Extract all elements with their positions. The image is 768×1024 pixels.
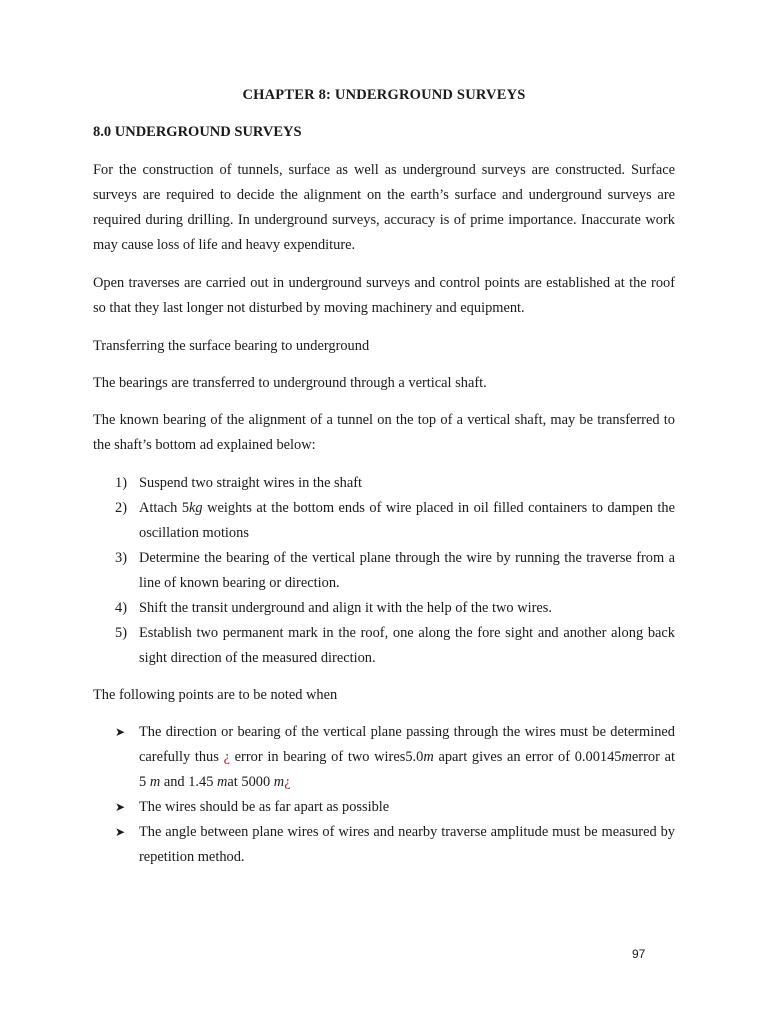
point-text: The angle between plane wires of wires and nearby traverse amplitude must be measured by repetition method. xyxy=(139,824,675,865)
arrowhead-bullet-icon: ➤ xyxy=(115,725,126,739)
math-unit: m xyxy=(149,774,161,790)
point-text: error at xyxy=(631,749,675,765)
list-item-text: Establish two permanent mark in the roof, one along the fore sight and another along back sight direction of the measured direction. xyxy=(139,625,675,666)
math-value: 1.45 xyxy=(188,774,214,790)
list-item xyxy=(93,820,675,870)
paragraph-vertical-shaft: The bearings are transferred to underground through a vertical shaft. xyxy=(93,375,487,391)
paragraph-open-traverses: Open traverses are carried out in underground surveys and control points are established at the roof so that they last longer not disturbed by moving machinery and equipment. xyxy=(93,275,675,316)
math-unit: m xyxy=(217,774,228,790)
point-text: The direction or bearing of the vertical plane passing through the wires must be determined carefully thus xyxy=(139,724,675,765)
point-text: error in bearing of two wires xyxy=(229,749,406,765)
page-number: 97 xyxy=(632,947,646,961)
list-item xyxy=(93,621,675,671)
list-item xyxy=(93,795,675,820)
math-value: 5 xyxy=(139,774,147,790)
math-unit: m xyxy=(621,749,632,765)
math-unit: m xyxy=(273,774,285,790)
paragraph-intro: For the construction of tunnels, surface as well as underground surveys are constructed. Surface surveys are required to decide the alignment on the earth’s surface and underground surveys are required during drilling. In underground surveys, accuracy is of prime importance. Inaccurate work may cause loss of life and heavy expenditure. xyxy=(93,162,675,253)
arrowhead-bullet-icon: ➤ xyxy=(115,800,126,814)
list-item xyxy=(93,496,675,546)
math-unit: kg xyxy=(189,500,203,516)
point-text: at xyxy=(227,774,242,790)
paragraph-known-bearing: The known bearing of the alignment of a tunnel on the top of a vertical shaft, may be transferred to the shaft’s bottom ad explained below: xyxy=(93,412,675,453)
list-number: 4) xyxy=(115,600,127,616)
math-value: 0.00145 xyxy=(574,749,622,765)
list-number: 5) xyxy=(115,625,127,641)
list-number: 3) xyxy=(115,550,127,566)
point-text: and xyxy=(160,774,189,790)
arrowhead-bullet-icon: ➤ xyxy=(115,825,126,839)
list-number: 1) xyxy=(115,475,127,491)
chapter-title: CHAPTER 8: UNDERGROUND SURVEYS xyxy=(242,87,526,103)
list-number: 2) xyxy=(115,500,127,516)
paragraph-points-intro: The following points are to be noted when xyxy=(93,687,338,703)
list-item-text: Shift the transit underground and align it with the help of the two wires. xyxy=(139,600,552,616)
steps-list xyxy=(93,471,675,671)
math-value: 5.0 xyxy=(405,749,424,765)
point-text: The wires should be as far apart as possible xyxy=(139,799,390,815)
points-list xyxy=(93,720,675,870)
paragraph-transfer-heading: Transferring the surface bearing to underground xyxy=(93,338,370,354)
section-heading: 8.0 UNDERGROUND SURVEYS xyxy=(93,124,302,140)
list-item xyxy=(93,720,675,795)
list-item xyxy=(93,471,675,496)
point-text: apart gives an error of xyxy=(433,749,575,765)
math-value: 5000 xyxy=(241,774,271,790)
list-item-text-post: weights at the bottom ends of wire placed in oil filled containers to dampen the oscillation motions xyxy=(139,500,675,541)
list-item xyxy=(93,596,675,621)
list-item-text: Suspend two straight wires in the shaft xyxy=(139,475,363,491)
list-item xyxy=(93,546,675,596)
math-unit: m xyxy=(423,749,434,765)
list-item-text: Determine the bearing of the vertical plane through the wire by running the traverse from a line of known bearing or direction. xyxy=(139,550,675,591)
inverted-question-glyph: ¿ xyxy=(284,774,291,790)
inverted-question-glyph: ¿ xyxy=(223,749,230,765)
list-item-text-pre: Attach 5 xyxy=(139,500,190,516)
